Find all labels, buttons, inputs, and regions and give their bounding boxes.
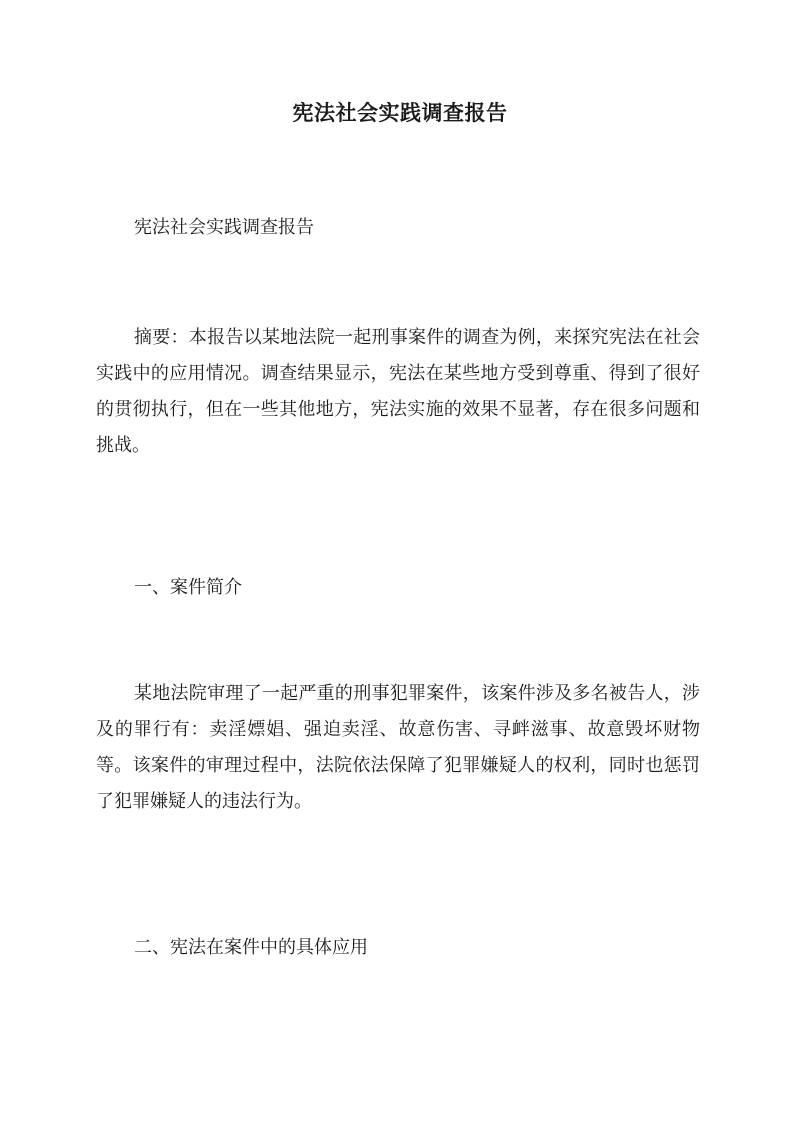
document-title: 宪法社会实践调查报告	[292, 100, 508, 125]
section-heading-case-summary: 一、案件简介	[134, 577, 242, 598]
section-paragraph-case-summary: 某地法院审理了一起严重的刑事犯罪案件，该案件涉及多名被告人，涉及的罪行有：卖淫嫖娼、强迫卖淫、故意伤害、寻衅滋事、故意毁坏财物等。该案件的审理过程中，法院依法保障了犯罪嫌疑人的权利，同时也惩罚了犯罪嫌疑人的违法行为。	[96, 683, 700, 812]
document-subtitle: 宪法社会实践调查报告	[134, 217, 314, 238]
abstract-paragraph: 摘要：本报告以某地法院一起刑事案件的调查为例，来探究宪法在社会实践中的应用情况。调查结果显示，宪法在某些地方受到尊重、得到了很好的贯彻执行，但在一些其他地方，宪法实施的效果不显著，存在很多问题和挑战。	[96, 327, 700, 456]
section-heading-constitution-application: 二、宪法在案件中的具体应用	[134, 937, 368, 958]
